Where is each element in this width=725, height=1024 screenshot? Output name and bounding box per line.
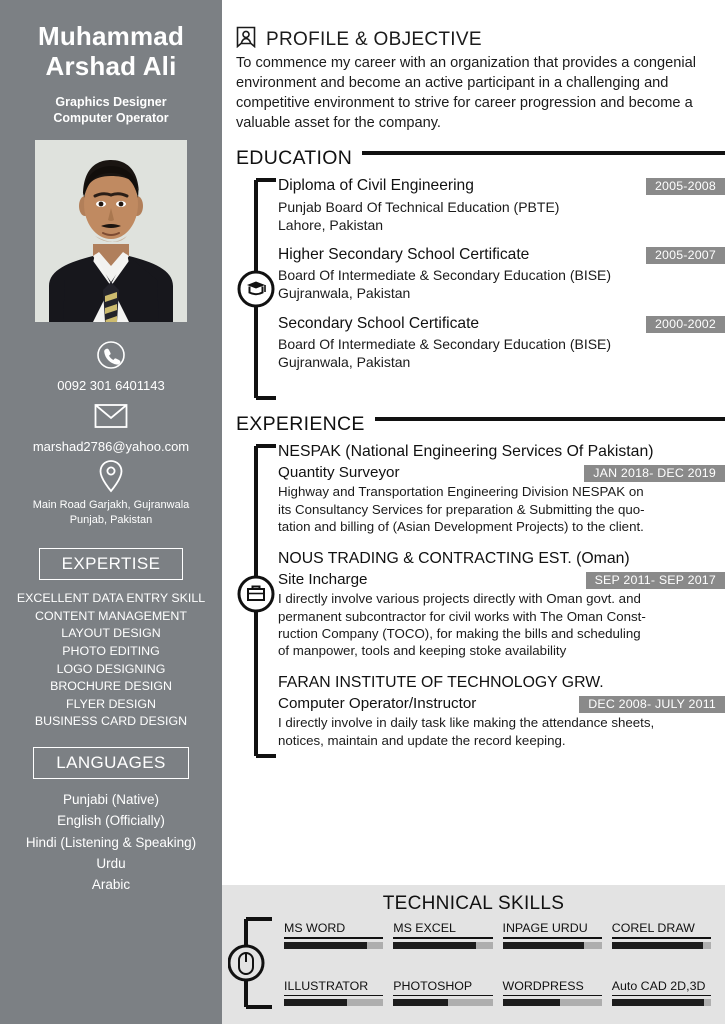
languages-list — [0, 789, 222, 896]
skill-underline — [503, 937, 602, 939]
email-address: marshad2786@yahoo.com — [32, 438, 190, 454]
experience-heading-row — [236, 413, 725, 436]
address-line-2: Punjab, Pakistan — [69, 514, 153, 527]
education-entry-date: 2005-2008 — [646, 178, 725, 195]
skill-item — [503, 979, 602, 1021]
education-heading-row — [236, 147, 725, 170]
expertise-item: BROCHURE DESIGN — [50, 679, 172, 694]
experience-entry — [278, 673, 725, 749]
experience-desc-line: its Consultancy Services for preparation & Submitting the quo- — [278, 501, 645, 517]
skill-bar-fill — [284, 942, 367, 949]
languages-section — [0, 731, 222, 789]
experience-role-row — [278, 694, 725, 715]
experience-heading: EXPERIENCE — [236, 413, 365, 436]
contact-phone[interactable] — [0, 338, 222, 395]
education-timeline-graphic — [236, 176, 278, 404]
name-line-1: Muhammad — [37, 21, 185, 51]
experience-role-row — [278, 463, 725, 484]
education-entry-location: Gujranwala, Pakistan — [278, 354, 411, 371]
skill-label: WORDPRESS — [502, 978, 584, 993]
skill-label: MS WORD — [284, 921, 346, 935]
education-entry — [278, 176, 725, 234]
candidate-roles — [53, 94, 168, 127]
education-entry — [278, 314, 725, 372]
skill-underline — [284, 995, 383, 997]
skill-bar-track — [393, 999, 492, 1006]
skill-bar-fill — [284, 999, 347, 1006]
skill-bar-track — [284, 999, 383, 1006]
skill-underline — [612, 995, 711, 997]
skill-label: COREL DRAW — [611, 921, 695, 935]
technical-skills-timeline-graphic — [228, 915, 282, 1015]
experience-role-row — [278, 570, 725, 591]
skill-item — [393, 979, 492, 1021]
education-entry-title: Secondary School Certificate — [278, 314, 480, 332]
education-entry-location: Gujranwala, Pakistan — [278, 285, 411, 302]
skill-bar-fill — [503, 999, 561, 1006]
education-heading: EDUCATION — [236, 147, 353, 170]
skill-bar-fill — [393, 942, 475, 949]
experience-role: Computer Operator/Instructor — [278, 694, 477, 712]
language-item: Punjabi (Native) — [62, 791, 160, 807]
experience-desc-line: of manpower, tools and keeping stoke availability — [278, 643, 567, 659]
skill-bar-track — [612, 999, 711, 1006]
education-entry — [278, 245, 725, 303]
education-entry-institution: Board Of Intermediate & Secondary Education (BISE) — [278, 267, 612, 284]
experience-desc-line: notices, maintain and update the record keeping. — [278, 732, 566, 748]
expertise-item: LOGO DESIGNING — [56, 661, 166, 676]
experience-desc-line: ruction Company (TOCO), for making the bills and scheduling — [278, 625, 641, 641]
experience-role: Quantity Surveyor — [278, 463, 400, 481]
profile-badge-icon — [236, 26, 256, 53]
skill-label: PHOTOSHOP — [393, 978, 473, 993]
languages-title: LANGUAGES — [33, 747, 188, 779]
experience-desc-line: I directly involve in daily task like making the attendance sheets, — [278, 715, 655, 731]
experience-date: SEP 2011- SEP 2017 — [586, 572, 725, 589]
skill-underline — [393, 995, 492, 997]
experience-role: Site Incharge — [278, 570, 368, 588]
contact-address — [0, 459, 222, 528]
experience-timeline — [236, 442, 725, 749]
profile-body: To commence my career with an organization that provides a congenial environment and become an active participant in a challenging and competitive environment to strive for career progression and become a valuable asset for the company. — [236, 55, 696, 131]
skill-bar-fill — [393, 999, 448, 1006]
skill-bar-fill — [503, 942, 584, 949]
portrait-photo — [35, 140, 187, 322]
skill-label: ILLUSTRATOR — [284, 978, 369, 993]
language-item: English (Officially) — [57, 813, 165, 829]
skill-underline — [393, 937, 492, 939]
technical-skills-heading: TECHNICAL SKILLS — [382, 893, 565, 914]
skill-item — [393, 921, 492, 963]
expertise-list — [0, 590, 222, 731]
education-entry-title: Higher Secondary School Certificate — [278, 246, 530, 264]
experience-desc-line: tation and billing of (Asian Development Projects) to the client. — [278, 518, 644, 534]
expertise-item: EXCELLENT DATA ENTRY SKILL — [16, 591, 206, 606]
skill-label: INPAGE URDU — [502, 921, 588, 935]
expertise-title: EXPERTISE — [39, 548, 184, 580]
expertise-section — [0, 532, 222, 590]
skill-bar-fill — [612, 999, 704, 1006]
experience-desc-line: Highway and Transportation Engineering Division NESPAK on — [278, 484, 644, 500]
skill-item — [284, 921, 383, 963]
skill-underline — [284, 937, 383, 939]
education-timeline — [236, 176, 725, 371]
expertise-item: CONTENT MANAGEMENT — [35, 608, 187, 623]
experience-date: JAN 2018- DEC 2019 — [584, 465, 725, 482]
skill-item — [612, 921, 711, 963]
skill-item — [612, 979, 711, 1021]
skills-grid — [282, 915, 725, 1020]
profile-heading-row — [236, 26, 699, 53]
skill-label: MS EXCEL — [393, 921, 456, 935]
experience-entry — [278, 549, 725, 659]
skill-bar-track — [284, 942, 383, 949]
expertise-item: BUSINESS CARD DESIGN — [34, 714, 188, 729]
experience-company: NESPAK (National Engineering Services Of Pakistan) — [278, 443, 654, 461]
education-entry-institution: Punjab Board Of Technical Education (PBTE) — [278, 198, 560, 215]
experience-heading-rule — [375, 417, 725, 421]
phone-number: 0092 301 6401143 — [57, 378, 165, 394]
skill-item — [284, 979, 383, 1021]
language-item: Hindi (Listening & Speaking) — [25, 834, 197, 850]
technical-skills-timeline — [228, 915, 282, 1020]
map-pin-icon — [0, 459, 222, 493]
experience-entry — [278, 442, 725, 535]
skill-bar-track — [503, 999, 602, 1006]
education-entry-date: 2005-2007 — [646, 247, 725, 264]
education-entry-header — [278, 176, 725, 197]
skill-bar-track — [393, 942, 492, 949]
sidebar — [0, 0, 222, 1024]
expertise-item: PHOTO EDITING — [62, 643, 160, 658]
education-entry-institution: Board Of Intermediate & Secondary Education (BISE) — [278, 335, 612, 352]
expertise-item: LAYOUT DESIGN — [61, 626, 161, 641]
technical-skills-section — [222, 885, 725, 1024]
experience-company: FARAN INSTITUTE OF TECHNOLOGY GRW. — [278, 674, 604, 692]
education-entry-location: Lahore, Pakistan — [278, 216, 384, 233]
name-line-2: Arshad Ali — [45, 50, 177, 81]
phone-icon — [0, 338, 222, 372]
contact-email[interactable] — [0, 399, 222, 456]
skill-label: Auto CAD 2D,3D — [611, 978, 706, 993]
experience-date: DEC 2008- JULY 2011 — [579, 696, 725, 713]
experience-desc-line: permanent subcontractor for civil works with The Oman Const- — [278, 608, 646, 624]
skill-bar-track — [612, 942, 711, 949]
skill-item — [503, 921, 602, 963]
skill-bar-fill — [612, 942, 703, 949]
main-content — [222, 0, 725, 1024]
profile-section — [222, 0, 725, 133]
skill-underline — [503, 995, 602, 997]
candidate-name — [38, 22, 184, 82]
envelope-icon — [0, 399, 222, 433]
role-line-2: Computer Operator — [53, 111, 169, 126]
skill-underline — [612, 937, 711, 939]
education-entry-date: 2000-2002 — [646, 316, 725, 333]
experience-company: NOUS TRADING & CONTRACTING EST. (Oman) — [278, 550, 630, 568]
experience-timeline-graphic — [236, 442, 278, 762]
role-line-1: Graphics Designer — [55, 94, 167, 109]
expertise-item: FLYER DESIGN — [66, 696, 156, 711]
skill-bar-track — [503, 942, 602, 949]
education-entry-header — [278, 314, 725, 335]
education-heading-rule — [362, 151, 725, 155]
education-entry-header — [278, 245, 725, 266]
education-entry-title: Diploma of Civil Engineering — [278, 177, 474, 195]
address-line-1: Main Road Garjakh, Gujranwala — [32, 499, 190, 512]
experience-desc-line: I directly involve various projects directly with Oman govt. and — [278, 591, 641, 607]
language-item: Arabic — [91, 877, 131, 893]
contact-block — [0, 338, 222, 532]
language-item: Urdu — [96, 855, 126, 871]
profile-heading: PROFILE & OBJECTIVE — [266, 28, 482, 50]
